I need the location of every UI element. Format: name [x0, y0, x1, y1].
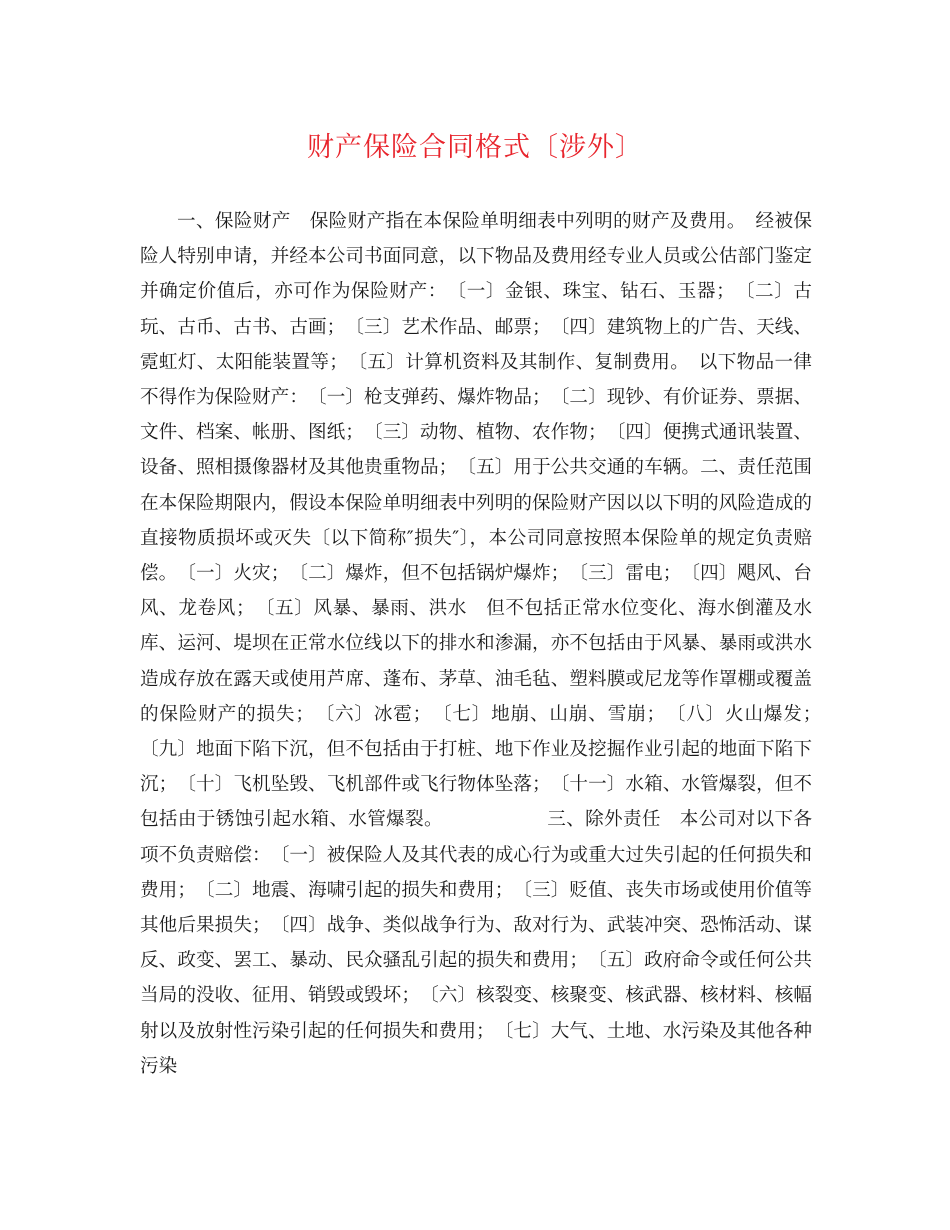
document-title: 财产保险合同格式〔涉外〕 [307, 132, 643, 163]
document-body: 一、保险财产 保险财产指在本保险单明细表中列明的财产及费用。 经被保险人特别申请，并经本公司书面同意，以下物品及费用经专业人员或公估部门鉴定并确定价值后，亦可作为保险财产： 〔一〕金银、珠宝、钻石、玉器； 〔二〕古玩、古币、古书、古画； 〔三〕艺术作品、邮票； 〔四〕建筑物上的广告、天线、霓虹灯、太阳能装置等； 〔五〕计算机资料及其制作、复制费用。 以下物品一律不得作为保险财产： 〔一〕枪支弹药、爆炸物品； 〔二〕现钞、有价证券、票据、文件、档案、帐册、图纸； 〔三〕动物、植物、农作物； 〔四〕便携式通讯装置、设备、照相摄像器材及其他贵重物品； 〔五〕用于公共交通的车辆。二、责任范围 在本保险期限内，假设本保险单明细表中列明的保险财产因以以下明的风险造成的直接物质损坏或灭失〔以下简称″损失″〕，本公司同意按照本保险单的规定负责赔偿。 〔一〕火灾； 〔二〕爆炸，但不包括锅炉爆炸； 〔三〕雷电； 〔四〕飓风、台风、龙卷风； 〔五〕风暴、暴雨、洪水 但不包括正常水位变化、海水倒灌及水库、运河、堤坝在正常水位线以下的排水和渗漏，亦不包括由于风暴、暴雨或洪水造成存放在露天或使用芦席、蓬布、茅草、油毛毡、塑料膜或尼龙等作罩棚或覆盖的保险财产的损失； 〔六〕冰雹； 〔七〕地崩、山崩、雪崩； 〔八〕火山爆发； 〔九〕地面下陷下沉，但不包括由于打桩、地下作业及挖掘作业引起的地面下陷下沉； 〔十〕飞机坠毁、飞机部件或飞行物体坠落； 〔十一〕水箱、水管爆裂，但不包括由于锈蚀引起水箱、水管爆裂。 三、除外责任 本公司对以下各项不负责赔偿： 〔一〕被保险人及其代表的成心行为或重大过失引起的任何损失和费用； 〔二〕地震、海啸引起的损失和费用； 〔三〕贬值、丧失市场或使用价值等其他后果损失； 〔四〕战争、类似战争行为、敌对行为、武装冲突、恐怖活动、谋反、政变、罢工、暴动、民众骚乱引起的损失和费用； 〔五〕政府命令或任何公共当局的没收、征用、销毁或毁坏； 〔六〕核裂变、核聚变、核武器、核材料、核幅射以及放射性污染引起的任何损失和费用； 〔七〕大气、土地、水污染及其他各种污染 [140, 211, 831, 1077]
